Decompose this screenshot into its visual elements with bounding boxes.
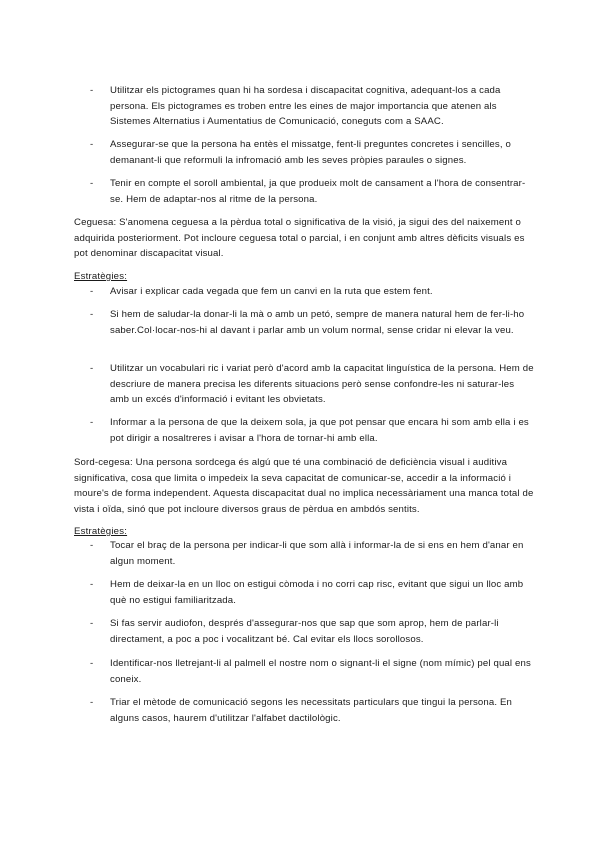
list-item — [74, 538, 534, 569]
sordcegesa-paragraph — [74, 455, 534, 517]
list-dash: - — [90, 139, 94, 150]
list-item — [74, 137, 534, 168]
list-item — [74, 616, 534, 647]
list-dash: - — [90, 309, 94, 320]
list-item-text: Tocar el braç de la persona per indicar-li que som allà i informar-la de si ens en hem d'anar en algun moment. — [110, 540, 524, 567]
list-item — [74, 284, 534, 300]
list-item-text: Assegurar-se que la persona ha entès el missatge, fent-li preguntes concretes i sencilles, o demanant-li que reformuli la infromació amb les seves pròpies paraules o signes. — [110, 139, 511, 166]
ceguesa-term: Ceguesa — [74, 217, 114, 228]
list-item-text: Utilitzar els pictogrames quan hi ha sordesa i discapacitat cognitiva, adequant-los a cada persona. Els pictogrames es troben entre les eines de major importancia que atenen als Sistemes Alternatius i Aumentatius de Comunicació, coneguts com a SAAC. — [110, 85, 501, 127]
section-heading: Estratègies: — [74, 526, 128, 537]
sordcegesa-definition: : Una persona sordcega és algú que té una combinació de deficiència visual i auditiva significativa, cosa que limita o impedeix la seva capacitat de comunicar-se, accedir a la informació i moure's de forma independent. Aquesta discapacitat dual no implica necessàriament una manca total de vista i oïda, sinó que pot incloure diversos graus de pèrdua en ambdós sentits. — [74, 457, 534, 515]
list-item — [74, 695, 534, 726]
list-item-text: Utilitzar un vocabulari ric i variat però d'acord amb la capacitat linguística de la persona. Hem de descriure de manera precisa les diferents situacions però sense confondre-les ni saturar-les amb un excés d'informació i evitant les obvietats. — [110, 363, 534, 405]
list-item — [74, 415, 534, 446]
sordcegesa-term: Sord-cegesa — [74, 457, 131, 468]
list-item-text: Informar a la persona de que la deixem sola, ja que pot pensar que encara hi som amb ella i es pot dirigir a nosaltreres i avisar a l'hora de tornar-hi amb ella. — [110, 417, 529, 444]
list-item-text: Si hem de saludar-la donar-li la mà o amb un petó, sempre de manera natural hem de fer-li-ho saber.Col·locar-nos-hi al davant i parlar amb un volum normal, sense cridar ni elevar la veu. — [110, 309, 525, 336]
list-dash: - — [90, 417, 94, 428]
list-dash: - — [90, 286, 94, 297]
list-item — [74, 577, 534, 608]
list-item-text: Avisar i explicar cada vegada que fem un canvi en la ruta que estem fent. — [110, 286, 433, 297]
list-dash: - — [90, 85, 94, 96]
list-dash: - — [90, 178, 94, 189]
list-item — [74, 83, 534, 130]
list-dash: - — [90, 658, 94, 669]
list-item-text: Tenir en compte el soroll ambiental, ja que produeix molt de cansament a l'hora de consentrar-se. Hem de adaptar-nos al ritme de la persona. — [110, 178, 526, 205]
list-item-text: Identificar-nos lletrejant-li al palmell el nostre nom o signant-li el signe (nom mímic) pel qual ens coneix. — [110, 658, 531, 685]
ceguesa-definition: : S'anomena ceguesa a la pèrdua total o significativa de la visió, ja sigui des del naixement o adquirida posteriorment. Pot incloure ceguesa total o parcial, i en conjunt amb altres dèficits visuals es pot denominar discapacitat visual. — [74, 217, 525, 259]
list-item — [74, 307, 534, 338]
list-dash: - — [90, 579, 94, 590]
section-heading: Estratègies: — [74, 271, 128, 282]
list-item — [74, 656, 534, 687]
list-item — [74, 176, 534, 207]
list-item-text: Triar el mètode de comunicació segons les necessitats particulars que tingui la persona. En alguns casos, haurem d'utilitzar l'alfabet dactilològic. — [110, 697, 513, 724]
list-dash: - — [90, 618, 94, 629]
list-dash: - — [90, 697, 94, 708]
list-item-text: Si fas servir audiofon, després d'assegurar-nos que sap que som aprop, hem de parlar-li directament, a poc a poc i vocalitzant bé. Cal evitar els llocs sorollosos. — [110, 618, 499, 645]
list-dash: - — [90, 540, 94, 551]
list-item-text: Hem de deixar-la en un lloc on estigui còmoda i no corri cap risc, evitant que sigui un lloc amb què no estigui familiaritzada. — [110, 579, 524, 606]
ceguesa-paragraph — [74, 215, 534, 262]
list-dash: - — [90, 363, 94, 374]
list-item — [74, 361, 534, 408]
